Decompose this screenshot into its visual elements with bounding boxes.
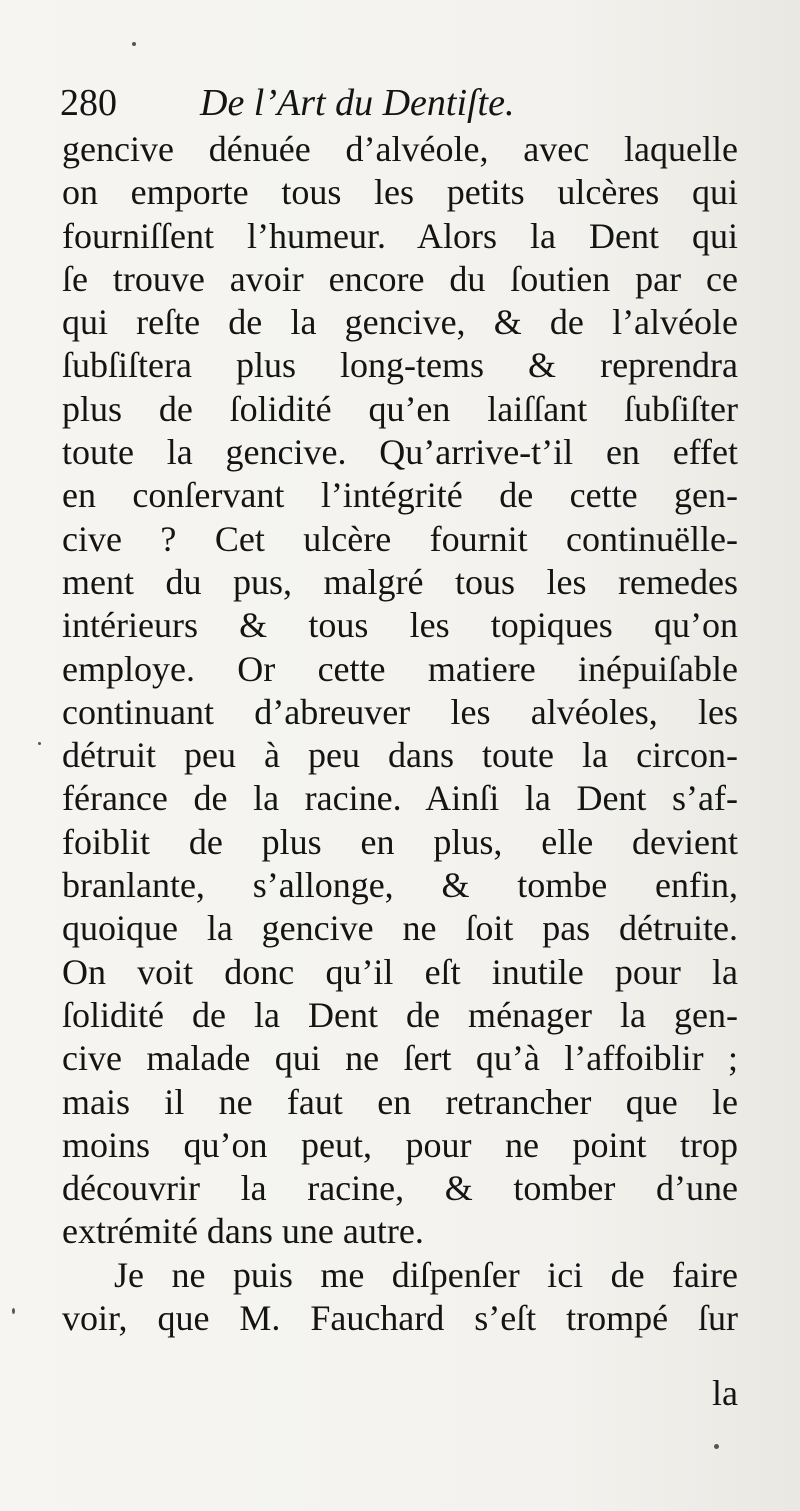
text-line: ſe trouve avoir encore du ſoutien par ce [62,258,738,299]
text-line: on emporte tous les petits ulcères qui [62,172,738,213]
text-line: ment du pus, malgré tous les remedes [62,561,738,602]
text-line: voir, que M. Fauchard s’eſt trompé ſur [62,1298,738,1339]
text-line: Je ne puis me diſpenſer ici de faire [114,1254,738,1295]
catchword: la [712,1373,738,1413]
text-line: ſolidité de la Dent de ménager la gen- [62,994,738,1035]
text-line: férance de la racine. Ainſi la Dent s’af- [62,778,738,819]
text-line: gencive dénuée d’alvéole, avec laquelle [62,129,738,169]
text-line: foiblit de plus en plus, elle devient [62,821,738,862]
body-text [62,128,738,1340]
text-line: continuant d’abreuver les alvéoles, les [62,691,738,732]
text-line: On voit donc qu’il eſt inutile pour la [62,951,738,992]
ink-speck [132,42,136,46]
text-line: cive malade qui ne ſert qu’à l’affoiblir ; [62,1038,738,1079]
text-line: employe. Or cette matiere inépuiſable [62,648,738,689]
text-line: découvrir la racine, & tomber d’une [62,1168,738,1209]
text-line: branlante, s’allonge, & tombe enfin, [62,865,738,906]
text-line: toute la gencive. Qu’arrive-t’il en effet [62,432,738,473]
text-line: en conſervant l’intégrité de cette gen- [62,475,738,516]
running-title: De l’Art du Dentiſte. [200,82,515,124]
text-line: moins qu’on peut, pour ne point trop [62,1124,738,1165]
text-line: mais il ne faut en retrancher que le [62,1081,738,1122]
text-line: plus de ſolidité qu’en laiſſant ſubſiſter [62,388,738,429]
running-head [60,78,760,128]
text-line: quoique la gencive ne ſoit pas détruite. [62,908,738,949]
text-line: qui reſte de la gencive, & de l’alvéole [62,302,738,343]
text-line: intérieurs & tous les topiques qu’on [62,605,738,646]
text-line: ſubſiſtera plus long-tems & reprendra [62,345,738,386]
text-line: extrémité dans une autre. [62,1211,424,1252]
text-line: fourniſſent l’humeur. Alors la Dent qui [62,215,738,256]
text-line: détruit peu à peu dans toute la circon- [62,735,738,776]
ink-speck [38,742,41,745]
ink-speck [12,1308,15,1314]
text-line: cive ? Cet ulcère fournit continuëlle- [62,518,738,559]
page-number: 280 [60,82,117,124]
ink-speck [714,1444,719,1449]
